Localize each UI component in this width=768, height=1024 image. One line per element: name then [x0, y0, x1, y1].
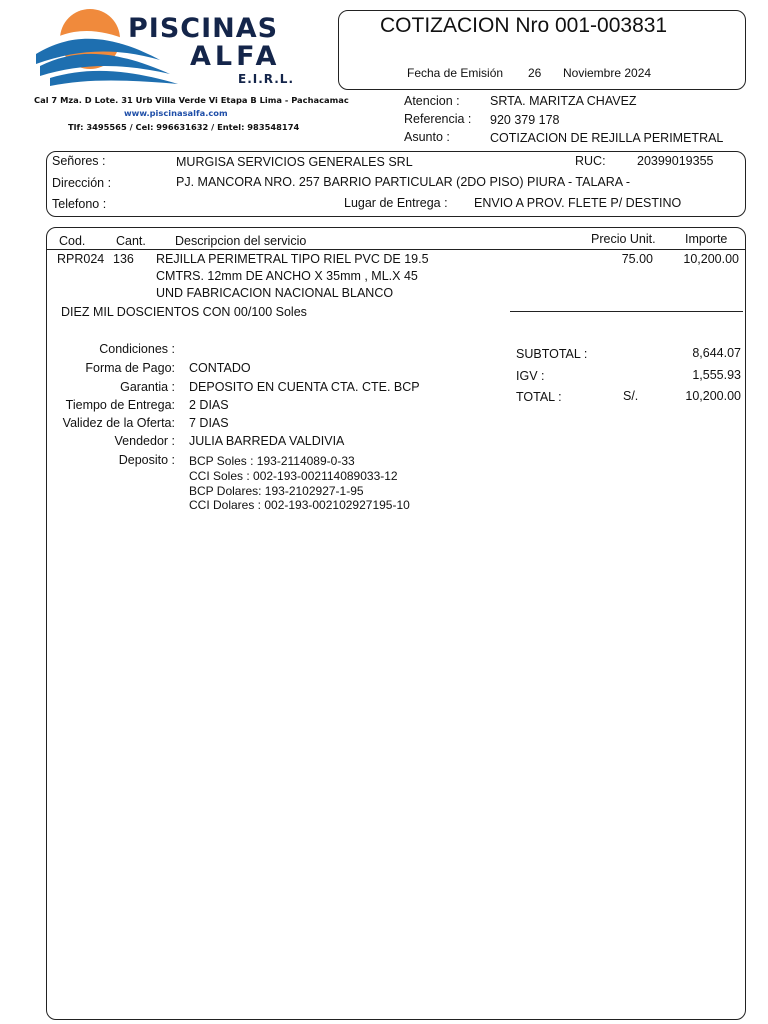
telefono-label: Telefono :	[52, 197, 107, 211]
reference-label: Referencia :	[404, 112, 472, 126]
ruc-value: 20399019355	[637, 154, 714, 168]
deposito-line: BCP Soles : 193-2114089-0-33	[189, 454, 355, 468]
total-value: 10,200.00	[685, 389, 741, 403]
total-label: TOTAL :	[516, 390, 562, 404]
deposito-line: CCI Dolares : 002-193-002102927195-10	[189, 498, 410, 512]
company-website[interactable]: www.piscinasalfa.com	[124, 108, 228, 118]
emission-month-year: Noviembre 2024	[563, 66, 652, 80]
tiempo-entrega-label: Tiempo de Entrega:	[65, 398, 175, 412]
company-phones: Tlf: 3495565 / Cel: 996631632 / Entel: 983548174	[68, 122, 300, 132]
vendedor-value: JULIA BARREDA VALDIVIA	[189, 434, 345, 448]
amount-in-words: DIEZ MIL DOSCIENTOS CON 00/100 Soles	[61, 305, 307, 319]
direccion-value: PJ. MANCORA NRO. 257 BARRIO PARTICULAR (2DO PISO) PIURA - TALARA -	[176, 175, 631, 189]
forma-pago-value: CONTADO	[189, 361, 251, 375]
subtotal-value: 8,644.07	[692, 346, 741, 360]
table-header-divider	[47, 249, 745, 250]
total-currency: S/.	[623, 389, 639, 403]
company-name-line1: PISCINAS	[128, 13, 279, 44]
item-desc-line: UND FABRICACION NACIONAL BLANCO	[156, 286, 394, 300]
quote-title: COTIZACION Nro 001-003831	[380, 14, 668, 37]
reference-value: 920 379 178	[490, 113, 560, 127]
subject-label: Asunto :	[404, 130, 450, 144]
emission-day: 26	[528, 66, 542, 80]
item-precio: 75.00	[621, 252, 653, 266]
deposito-line: CCI Soles : 002-193-002114089033-12	[189, 469, 398, 483]
ruc-label: RUC:	[575, 154, 606, 168]
totals-divider	[510, 311, 743, 312]
igv-label: IGV :	[516, 369, 545, 383]
garantia-value: DEPOSITO EN CUENTA CTA. CTE. BCP	[189, 380, 420, 394]
igv-value: 1,555.93	[692, 368, 741, 382]
emission-label: Fecha de Emisión	[407, 66, 504, 80]
condiciones-label: Condiciones :	[99, 342, 175, 356]
item-desc-line: CMTRS. 12mm DE ANCHO X 35mm , ML.X 45	[156, 269, 418, 283]
company-name-line3: E.I.R.L.	[238, 72, 295, 86]
item-cod: RPR024	[57, 252, 105, 266]
attention-label: Atencion :	[404, 94, 460, 108]
company-logo	[30, 4, 300, 92]
item-desc-line: REJILLA PERIMETRAL TIPO RIEL PVC DE 19.5	[156, 252, 429, 266]
direccion-label: Dirección :	[52, 176, 112, 190]
item-cant: 136	[113, 252, 134, 266]
validez-label: Validez de la Oferta:	[62, 416, 175, 430]
item-importe: 10,200.00	[683, 252, 739, 266]
lugar-entrega-value: ENVIO A PROV. FLETE P/ DESTINO	[474, 196, 682, 210]
vendedor-label: Vendedor :	[114, 434, 175, 448]
subject-value: COTIZACION DE REJILLA PERIMETRAL	[490, 131, 724, 145]
deposito-label: Deposito :	[118, 453, 175, 467]
company-name-line2: ALFA	[190, 41, 281, 72]
forma-pago-label: Forma de Pago:	[85, 361, 175, 375]
tiempo-entrega-value: 2 DIAS	[189, 398, 229, 412]
col-header-cod: Cod.	[59, 234, 86, 248]
attention-value: SRTA. MARITZA CHAVEZ	[490, 94, 637, 108]
subtotal-label: SUBTOTAL :	[516, 347, 588, 361]
col-header-cant: Cant.	[116, 234, 146, 248]
senores-value: MURGISA SERVICIOS GENERALES SRL	[176, 155, 413, 169]
col-header-desc: Descripcion del servicio	[175, 234, 307, 248]
validez-value: 7 DIAS	[189, 416, 229, 430]
col-header-precio: Precio Unit.	[591, 232, 656, 246]
deposito-line: BCP Dolares: 193-2102927-1-95	[189, 484, 364, 498]
lugar-entrega-label: Lugar de Entrega :	[344, 196, 448, 210]
garantia-label: Garantia :	[120, 380, 175, 394]
col-header-importe: Importe	[685, 232, 728, 246]
company-address: Cal 7 Mza. D Lote. 31 Urb Villa Verde Vi Etapa B Lima - Pachacamac	[34, 95, 349, 105]
senores-label: Señores :	[52, 154, 106, 168]
